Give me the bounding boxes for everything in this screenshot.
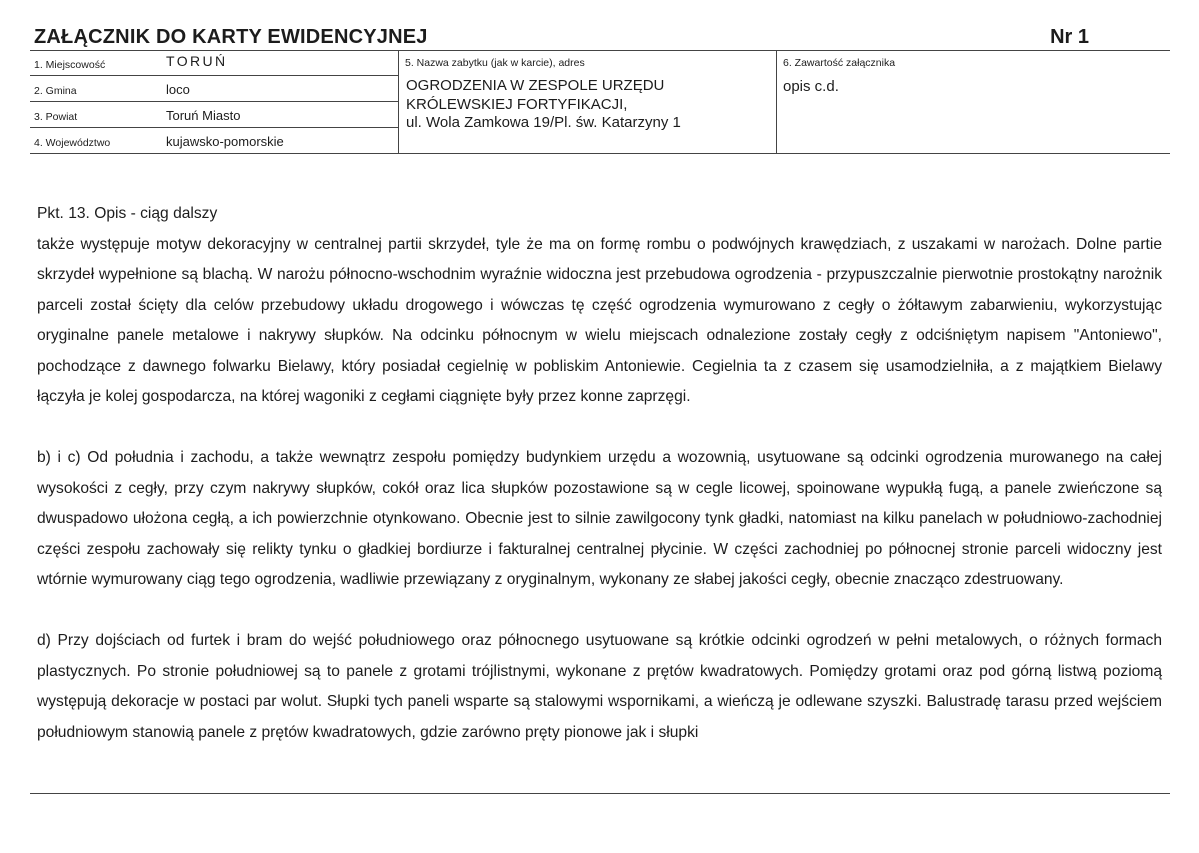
paragraph: b) i c) Od południa i zachodu, a także wewnątrz zespołu pomiędzy budynkiem urzędu a wozownią, usytuowane są odcinki ogrodzenia murowanego na całej wysokości z cegły, przy czym nakrywy słupków, cokół oraz lica słupków pozostawione są w cegle licowej, spoinowane wypukłą fugą, a panele zwieńczone są dwuspadowo ułożona cegłą, a ich powierzchnie otynkowano. Obecnie jest to silnie zawilgocony tynk gładki, natomiast na kilku panelach w południowo-zachodniej części zespołu zachowały się relikty tynku o gładkiej bordiurze i fakturalnej centralnej płycinie. W części zachodniej po północnej stronie parceli widoczny jest wtórnie wymurowany ciąg tego ogrodzenia, wadliwie przewiązany z oryginalnym, wykonany ze słabej jakości cegły, obecnie znacząco zdestruowany. xyxy=(37,449,1162,588)
contents-cell xyxy=(777,50,1170,153)
paragraph: d) Przy dojściach od furtek i bram do wejść południowego oraz północnego usytuowane są krótkie odcinki ogrodzeń w pełni metalowych, o różnych formach plastycznych. Po stronie południowej są to panele z grotami trójlistnymi, wykonane z prętów kwadratowych. Pomiędzy grotami oraz pod górną listwą poziomą występują dekoracje w postaci par wolut. Słupki tych paneli wsparte są stalowymi wspornikami, a wieńczą je odlewane szyszki. Balustradę tarasu przed wejściem południowym stanowią panele z prętów kwadratowych, gdzie zarówno pręty pionowe jak i słupki xyxy=(37,632,1162,741)
field-locality xyxy=(30,50,398,76)
field-value: TORUŃ xyxy=(166,53,228,69)
field-commune xyxy=(30,76,398,102)
header-table xyxy=(30,50,1170,154)
monument-line: ul. Wola Zamkowa 19/Pl. św. Katarzyny 1 xyxy=(406,114,681,131)
monument-line: KRÓLEWSKIEJ FORTYFIKACJI, xyxy=(406,95,628,113)
field-label: 1. Miejscowość xyxy=(34,59,106,71)
monument-label: 5. Nazwa zabytku (jak w karcie), adres xyxy=(405,57,585,69)
field-label: 4. Województwo xyxy=(34,137,111,149)
field-county xyxy=(30,102,398,128)
field-value: kujawsko-pomorskie xyxy=(166,134,284,149)
field-voivodeship xyxy=(30,128,398,153)
location-fields xyxy=(30,50,399,153)
section-heading: Pkt. 13. Opis - ciąg dalszy xyxy=(37,205,218,222)
field-value: loco xyxy=(166,82,190,97)
field-value: Toruń Miasto xyxy=(166,108,241,123)
contents-value: opis c.d. xyxy=(783,78,839,95)
field-label: 2. Gmina xyxy=(34,85,77,97)
monument-cell xyxy=(399,50,777,153)
contents-label: 6. Zawartość załącznika xyxy=(783,57,896,69)
page-number: Nr 1 xyxy=(1050,26,1089,48)
paragraph: także występuje motyw dekoracyjny w centralnej partii skrzydeł, tyle że ma on formę rombu o podwójnych krawędziach, z uszakami w narożach. Dolne partie skrzydeł wypełnione są blachą. W narożu północno-wschodnim wyraźnie widoczna jest przebudowa ogrodzenia - przypuszczalnie pierwotnie prostokątny narożnik parceli został ścięty dla celów przebudowy układu drogowego i wówczas tę część ogrodzenia wymurowano z cegły o żółtawym zabarwieniu, wykorzystując oryginalne panele metalowe i nakrywy słupków. Na odcinku północnym w wielu miejscach odnalezione zostały cegły z odciśniętym napisem "Antoniewo", pochodzące z dawnego folwarku Bielawy, który posiadał cegielnię w pobliskim Antoniewie. Cegielnia ta z czasem się usamodzielniła, a z majątkiem Bielawy łączyła je kolej gospodarcza, na której wagoniki z cegłami ciągnięte były przez konne zaprzęgi. xyxy=(37,235,1162,405)
monument-name xyxy=(406,77,766,133)
page-title: ZAŁĄCZNIK DO KARTY EWIDENCYJNEJ xyxy=(34,26,428,48)
description-body xyxy=(37,199,1162,779)
field-label: 3. Powiat xyxy=(34,111,78,123)
monument-line: OGRODZENIA W ZESPOLE URZĘDU xyxy=(406,77,665,94)
bottom-divider xyxy=(30,793,1170,794)
